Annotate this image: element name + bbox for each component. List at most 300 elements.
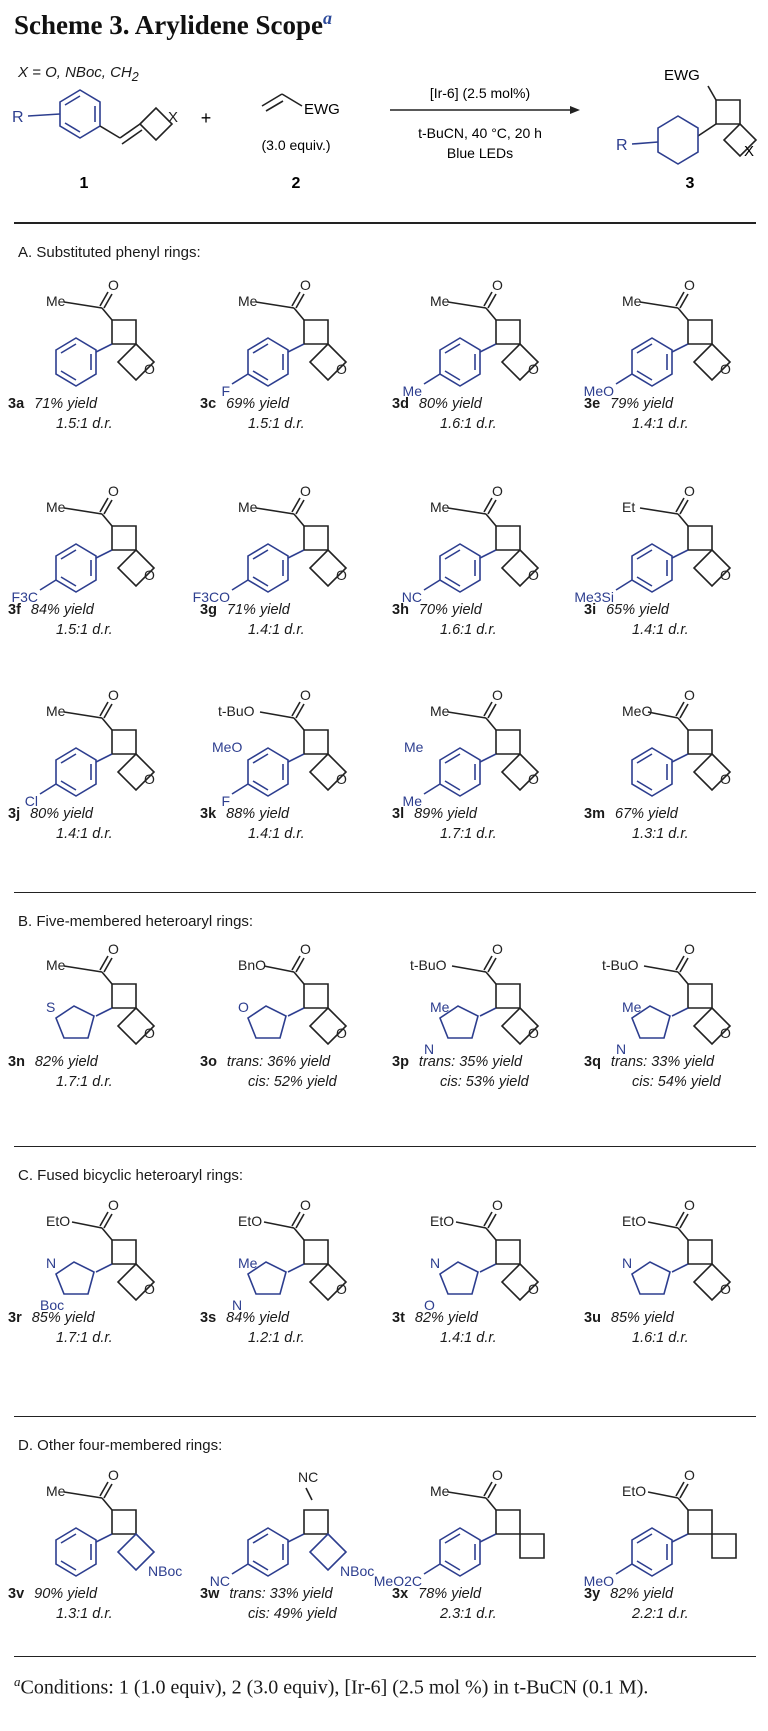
heteroatom-label: N <box>46 1255 57 1271</box>
substituent-bond <box>232 1564 248 1574</box>
compound-dr: 1.6:1 d.r. <box>632 1330 689 1346</box>
compound-dr: 1.7:1 d.r. <box>440 826 497 842</box>
compound-3v <box>8 1466 194 1646</box>
compound-caption <box>392 1308 578 1348</box>
compound-caption <box>392 1584 578 1624</box>
ewg-bond <box>282 94 302 106</box>
compound-caption <box>392 1052 578 1092</box>
cyclobutane-ring <box>304 984 328 1008</box>
acyl-bond <box>264 1222 294 1228</box>
substituent-bond <box>40 784 56 794</box>
acyl-bond <box>644 966 678 972</box>
acyl-bond <box>72 1222 102 1228</box>
compound-yield: 88% yield <box>226 806 290 822</box>
compound-dr: 1.5:1 d.r. <box>248 416 305 432</box>
compound-caption <box>584 1052 768 1092</box>
compound-id: 3j <box>8 806 21 822</box>
acyl-bond <box>640 508 678 514</box>
substituent-bond <box>40 580 56 590</box>
acyl-label: Et <box>622 499 636 515</box>
carbonyl-oxygen: O <box>684 1467 695 1483</box>
compound-3j <box>8 686 194 866</box>
aryl-bond <box>672 344 688 352</box>
acyl-label: Me <box>622 293 642 309</box>
aryl-bond <box>480 550 496 558</box>
section-divider <box>14 1416 756 1417</box>
acyl-bond <box>64 712 102 718</box>
phenyl-ring <box>632 544 672 592</box>
compound-id: 3q <box>584 1054 601 1070</box>
acyl-to-ring-bond <box>102 972 112 984</box>
acyl-bond <box>256 508 294 514</box>
aryl-bond <box>480 1008 496 1016</box>
compound-dr: 1.3:1 d.r. <box>56 1606 113 1622</box>
acyl-label: t-BuO <box>410 957 447 973</box>
cyclobutane-ring <box>496 526 520 550</box>
oxetane-oxygen: O <box>720 771 731 787</box>
carbonyl-oxygen: O <box>684 483 695 499</box>
aryl-bond <box>480 1264 496 1272</box>
cyclobutane-ring <box>112 1240 136 1264</box>
compound-3m <box>584 686 768 866</box>
oxetane-oxygen: O <box>528 361 539 377</box>
heteroaryl-ring <box>248 1006 286 1038</box>
phenyl-ring <box>60 90 100 138</box>
acyl-bond <box>260 712 294 718</box>
aryl-bond <box>96 550 112 558</box>
aryl-bond <box>288 1264 304 1272</box>
compound-yield: 67% yield <box>614 806 678 822</box>
compound-id: 3c <box>200 396 217 412</box>
acyl-to-ring-bond <box>294 972 304 984</box>
cyclobutane-ring <box>688 984 712 1008</box>
section-a-title <box>18 244 201 261</box>
acyl-label: EtO <box>238 1213 263 1229</box>
section-a-letter: A <box>18 244 29 261</box>
acyl-label: Me <box>46 1483 66 1499</box>
compound-caption <box>200 1308 386 1348</box>
phenyl-ring <box>248 1528 288 1576</box>
arrow-head <box>570 106 580 114</box>
acyl-to-ring-bond <box>486 718 496 730</box>
compound-id: 3g <box>200 602 217 618</box>
compound-id: 3u <box>584 1310 601 1326</box>
compound-yield: 69% yield <box>226 396 290 412</box>
oxetane-oxygen: O <box>144 361 155 377</box>
aryl-bond <box>480 1534 496 1542</box>
acyl-to-ring-bond <box>486 1498 496 1510</box>
compound-id: 3o <box>200 1054 217 1070</box>
compound-dr: 1.7:1 d.r. <box>56 1330 113 1346</box>
footnote-text: Conditions: 1 (1.0 equiv), 2 (3.0 equiv), [Ir-6] (2.5 mol %) in t-BuCN (0.1 M). <box>20 1676 649 1699</box>
compound-id: 3a <box>8 396 25 412</box>
substituent-bond <box>232 784 248 794</box>
ring-label: NBoc <box>340 1563 375 1579</box>
cyclobutane <box>716 100 740 124</box>
reagent-2-number: 2 <box>291 175 301 192</box>
aryl-bond <box>672 1264 688 1272</box>
compound-dr: 2.3:1 d.r. <box>440 1606 497 1622</box>
substituent-label: F <box>221 793 230 809</box>
x-label: X <box>168 109 179 126</box>
compound-3t <box>392 1196 578 1376</box>
compound-id: 3w <box>200 1586 220 1602</box>
acyl-bond <box>64 966 102 972</box>
phenyl-ring <box>56 1528 96 1576</box>
cyclobutane-ring <box>112 1510 136 1534</box>
footnote <box>14 1668 758 1702</box>
compound-dr: cis: 54% yield <box>632 1074 721 1090</box>
carbonyl-oxygen: O <box>684 687 695 703</box>
acyl-to-ring-bond <box>102 1228 112 1240</box>
compound-3w <box>200 1466 386 1646</box>
cyclobutane-ring <box>304 1240 328 1264</box>
section-b-title <box>18 913 253 930</box>
section-c-text: . Fused bicyclic heteroaryl rings: <box>28 1167 244 1184</box>
compound-3q <box>584 940 768 1120</box>
compound-dr: 1.7:1 d.r. <box>56 1074 113 1090</box>
compound-id: 3d <box>392 396 409 412</box>
cyclobutane-ring <box>112 526 136 550</box>
acyl-bond <box>264 966 294 972</box>
oxetane-oxygen: O <box>720 1281 731 1297</box>
compound-yield: 85% yield <box>31 1310 95 1326</box>
substituent-bond <box>232 374 248 384</box>
equiv-label: (3.0 equiv.) <box>261 137 331 153</box>
compound-id: 3x <box>392 1586 409 1602</box>
carbonyl-oxygen: O <box>684 941 695 957</box>
carbonyl-oxygen: O <box>108 1197 119 1213</box>
acyl-label: EtO <box>430 1213 455 1229</box>
heteroatom-label: N <box>622 1255 633 1271</box>
oxetane-oxygen: O <box>528 1025 539 1041</box>
compound-yield: 84% yield <box>30 602 94 618</box>
acyl-label: Me <box>430 703 450 719</box>
compound-caption <box>8 804 194 844</box>
substituent-label: F3C <box>11 589 38 605</box>
heteroaryl-ring <box>56 1006 94 1038</box>
aryl-bond <box>96 1008 112 1016</box>
carbonyl-oxygen: O <box>108 941 119 957</box>
carbonyl-oxygen: O <box>300 687 311 703</box>
product-structure <box>616 67 756 192</box>
aryl-bond <box>96 344 112 352</box>
ewg-bond <box>708 86 716 100</box>
carbonyl-oxygen: O <box>684 277 695 293</box>
acyl-bond <box>448 508 486 514</box>
reagent-2-structure <box>262 94 340 192</box>
acyl-to-ring-bond <box>678 1228 688 1240</box>
cyclobutane-ring <box>688 730 712 754</box>
cyclobutane-ring <box>688 320 712 344</box>
substituent-label: NC <box>401 589 422 605</box>
compound-id: 3r <box>8 1310 22 1326</box>
oxetane-oxygen: O <box>336 567 347 583</box>
acyl-to-ring-bond <box>486 308 496 320</box>
compound-yield: 84% yield <box>226 1310 290 1326</box>
compound-id: 3v <box>8 1586 25 1602</box>
acyl-bond <box>64 508 102 514</box>
heteroatom-label: Boc <box>40 1297 65 1313</box>
compound-yield: 79% yield <box>610 396 674 412</box>
acyl-bond <box>648 1492 678 1498</box>
acyl-label: Me <box>430 293 450 309</box>
x-definition-sub: 2 <box>131 70 139 84</box>
section-c-title <box>18 1167 243 1184</box>
substituent-label: Me3Si <box>574 589 614 605</box>
compound-caption <box>200 600 386 640</box>
heteroatom-label: Me <box>622 999 642 1015</box>
heteroaryl-ring <box>632 1262 670 1294</box>
acyl-label: EtO <box>622 1213 647 1229</box>
section-divider <box>14 892 756 893</box>
acyl-label: Me <box>238 293 258 309</box>
compound-3s <box>200 1196 386 1376</box>
cyclobutane-ring <box>112 730 136 754</box>
cyclobutane-ring <box>688 1510 712 1534</box>
cyclobutane-ring <box>304 730 328 754</box>
carbonyl-oxygen: O <box>300 483 311 499</box>
cyclobutane-spiro-ring <box>712 1534 736 1558</box>
vinyl-bond <box>100 126 120 138</box>
aryl-bond <box>672 1534 688 1542</box>
compound-caption <box>8 394 194 434</box>
substituent-label: F <box>221 383 230 399</box>
cyclobutane-ring <box>304 320 328 344</box>
acyl-to-ring-bond <box>294 1228 304 1240</box>
phenyl-ring <box>632 1528 672 1576</box>
cyclobutane-ring <box>112 320 136 344</box>
substituent-label: F3CO <box>192 589 230 605</box>
acyl-to-ring-bond <box>102 514 112 526</box>
double-bond-2 <box>122 130 142 144</box>
substituent-bond <box>616 1564 632 1574</box>
oxetane-oxygen: O <box>144 1281 155 1297</box>
substituent-bond <box>424 1564 440 1574</box>
acyl-label: Me <box>238 499 258 515</box>
compound-3k <box>200 686 386 866</box>
compound-id: 3y <box>584 1586 601 1602</box>
acyl-bond <box>648 1222 678 1228</box>
compound-caption <box>200 1052 386 1092</box>
compound-caption <box>200 804 386 844</box>
compound-caption <box>584 394 768 434</box>
acyl-label: EtO <box>622 1483 647 1499</box>
heteroatom-label: Me <box>430 999 450 1015</box>
r-bond <box>28 114 60 116</box>
carbonyl-oxygen: O <box>492 687 503 703</box>
compound-3i <box>574 482 768 662</box>
carbonyl-oxygen: O <box>300 1197 311 1213</box>
section-a-text: . Substituted phenyl rings: <box>28 244 201 261</box>
substituent-label: Me <box>404 739 424 755</box>
compound-3n <box>8 940 194 1120</box>
scheme-title <box>14 8 332 41</box>
heteroatom-label: N <box>232 1297 243 1313</box>
oxetane-oxygen: O <box>144 771 155 787</box>
product-r-label: R <box>616 137 628 154</box>
cyclobutane-ring <box>496 1240 520 1264</box>
compound-caption <box>8 1308 194 1348</box>
compound-yield: 82% yield <box>34 1054 98 1070</box>
compound-yield: 82% yield <box>414 1310 478 1326</box>
compound-caption <box>584 1584 768 1624</box>
compound-yield: 82% yield <box>610 1586 674 1602</box>
compound-id: 3k <box>200 806 217 822</box>
ring-label: NBoc <box>148 1563 183 1579</box>
substituent-label: MeO <box>583 1573 614 1589</box>
carbonyl-oxygen: O <box>492 483 503 499</box>
compound-dr: 1.2:1 d.r. <box>248 1330 305 1346</box>
acyl-to-ring-bond <box>678 308 688 320</box>
substituent-label: NC <box>209 1573 230 1589</box>
acyl-to-ring-bond <box>486 972 496 984</box>
compound-caption <box>8 1584 194 1624</box>
cyclobutane-ring <box>112 984 136 1008</box>
compound-dr: cis: 52% yield <box>248 1074 337 1090</box>
compound-dr: 1.5:1 d.r. <box>56 622 113 638</box>
compound-dr: 1.3:1 d.r. <box>632 826 689 842</box>
aryl-bond <box>288 550 304 558</box>
reagent-1-structure <box>12 90 178 192</box>
r-label: R <box>12 109 24 126</box>
catalyst-label: [Ir-6] (2.5 mol%) <box>429 85 531 101</box>
compound-caption <box>392 394 578 434</box>
oxetane-oxygen: O <box>720 1025 731 1041</box>
compound-caption <box>200 394 386 434</box>
heteroatom-label: O <box>238 999 249 1015</box>
compound-dr: 1.4:1 d.r. <box>632 622 689 638</box>
oxetane-oxygen: O <box>720 361 731 377</box>
compound-3c <box>200 276 386 456</box>
compound-yield: 70% yield <box>418 602 482 618</box>
aryl-bond <box>288 754 304 762</box>
heteroatom-label: N <box>424 1041 435 1057</box>
compound-3h <box>392 482 578 662</box>
acyl-to-ring-bond <box>678 514 688 526</box>
section-d-letter: D <box>18 1437 29 1454</box>
conditions-label: t-BuCN, 40 °C, 20 h <box>418 125 542 141</box>
carbonyl-oxygen: O <box>300 941 311 957</box>
compound-3a <box>8 276 194 456</box>
heteroaryl-ring <box>56 1262 94 1294</box>
substituent-bond <box>424 374 440 384</box>
oxetane-oxygen: O <box>528 771 539 787</box>
cyclobutane-ring <box>304 526 328 550</box>
aryl-bond <box>672 1008 688 1016</box>
heteroatom-label: Me <box>238 1255 258 1271</box>
aryl-bond <box>96 754 112 762</box>
acyl-label: t-BuO <box>218 703 255 719</box>
compound-id: 3i <box>584 602 597 618</box>
phenyl-ring <box>440 1528 480 1576</box>
compound-3x <box>373 1466 578 1646</box>
phenyl-ring <box>248 748 288 796</box>
reagent-1-number: 1 <box>79 175 89 192</box>
acyl-label: Me <box>46 293 66 309</box>
compound-3o <box>200 940 386 1120</box>
aryl-bond <box>672 550 688 558</box>
cyclobutane-ring <box>496 1510 520 1534</box>
light-label: Blue LEDs <box>446 145 514 161</box>
compound-3l <box>392 686 578 866</box>
section-divider <box>14 222 756 224</box>
compound-dr: 1.6:1 d.r. <box>440 622 497 638</box>
ewg-label: EWG <box>304 101 340 118</box>
product-number: 3 <box>685 175 695 192</box>
heteroatom-label: N <box>616 1041 627 1057</box>
compound-caption <box>392 804 578 844</box>
compound-dr: cis: 53% yield <box>440 1074 529 1090</box>
product-ewg-label: EWG <box>664 67 700 84</box>
substituent-bond <box>424 580 440 590</box>
compound-caption <box>200 1584 386 1624</box>
acyl-bond <box>448 1492 486 1498</box>
compound-id: 3m <box>584 806 605 822</box>
compound-yield: 80% yield <box>30 806 93 822</box>
acyl-to-ring-bond <box>294 308 304 320</box>
acyl-bond <box>640 302 678 308</box>
oxetane-oxygen: O <box>336 361 347 377</box>
footnote-mark: a <box>14 1674 21 1689</box>
acyl-to-ring-bond <box>678 1498 688 1510</box>
phenyl-ring <box>632 338 672 386</box>
heteroatom-label: N <box>430 1255 441 1271</box>
compound-caption <box>584 804 768 844</box>
phenyl-ring <box>440 338 480 386</box>
section-d-text: . Other four-membered rings: <box>28 1437 223 1454</box>
cyclobutane-ring <box>496 984 520 1008</box>
compound-dr: 2.2:1 d.r. <box>632 1606 689 1622</box>
compound-3e <box>584 276 768 456</box>
acyl-label: Me <box>430 499 450 515</box>
compound-yield: 78% yield <box>418 1586 482 1602</box>
acyl-label: Me <box>46 703 66 719</box>
substituent-bond <box>616 580 632 590</box>
oxetane-oxygen: O <box>144 567 155 583</box>
double-bond <box>120 124 140 138</box>
compound-dr: 1.6:1 d.r. <box>440 416 497 432</box>
compound-id: 3e <box>584 396 601 412</box>
compound-dr: 1.4:1 d.r. <box>632 416 689 432</box>
compound-dr: 1.4:1 d.r. <box>248 826 305 842</box>
compound-yield: trans: 33% yield <box>610 1054 715 1070</box>
substituent-label: Me <box>402 383 422 399</box>
carbonyl-oxygen: O <box>108 483 119 499</box>
product-phenyl-ring <box>658 116 698 164</box>
compound-3p <box>392 940 578 1120</box>
acyl-bond <box>256 302 294 308</box>
r-bond <box>632 142 658 144</box>
acyl-bond <box>64 302 102 308</box>
acyl-label: Me <box>46 957 66 973</box>
carbonyl-oxygen: O <box>492 1467 503 1483</box>
aryl-bond <box>288 344 304 352</box>
compound-id: 3f <box>8 602 21 618</box>
scheme-title-text: Scheme 3. Arylidene Scope <box>14 10 323 40</box>
substituent-label: MeO2C <box>373 1573 422 1589</box>
compound-yield: 71% yield <box>34 396 98 412</box>
compound-caption <box>584 600 768 640</box>
cyclobutane-spiro-ring <box>520 1534 544 1558</box>
plus-sign: + <box>200 108 212 128</box>
acyl-bond <box>456 1222 486 1228</box>
acyl-label: Me <box>46 499 66 515</box>
aryl-bond <box>288 1534 304 1542</box>
acyl-bond <box>448 712 486 718</box>
aryl-bond <box>96 1264 112 1272</box>
compound-3u <box>584 1196 768 1376</box>
